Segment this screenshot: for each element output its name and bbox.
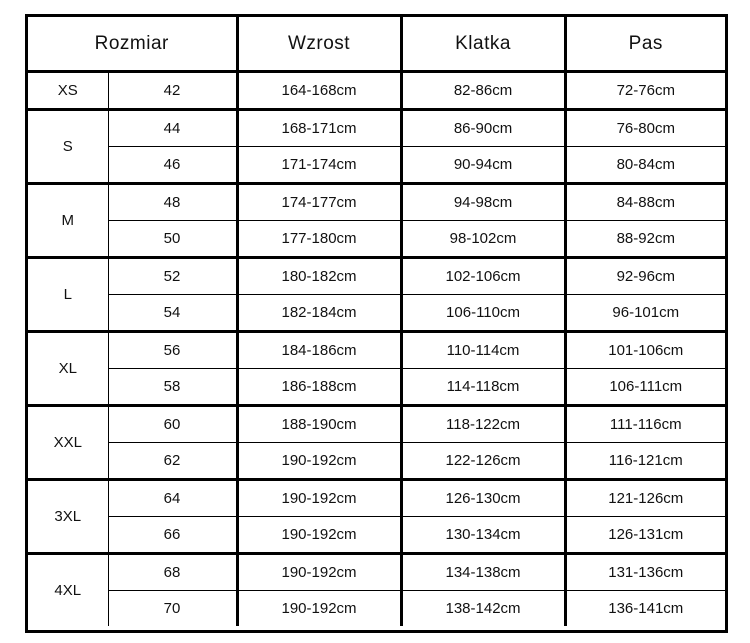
chest-cell: 110-114cm (401, 332, 565, 369)
height-cell: 184-186cm (237, 332, 401, 369)
size-label: XL (28, 332, 108, 406)
table-row (28, 295, 725, 332)
waist-cell: 136-141cm (565, 591, 725, 627)
size-number: 54 (108, 295, 237, 332)
waist-cell: 116-121cm (565, 443, 725, 480)
size-number: 56 (108, 332, 237, 369)
header-chest: Klatka (401, 17, 565, 72)
size-label: M (28, 184, 108, 258)
waist-cell: 88-92cm (565, 221, 725, 258)
waist-cell: 80-84cm (565, 147, 725, 184)
table-row (28, 369, 725, 406)
waist-cell: 96-101cm (565, 295, 725, 332)
waist-cell: 84-88cm (565, 184, 725, 221)
size-number: 64 (108, 480, 237, 517)
size-label: XS (28, 72, 108, 110)
chest-cell: 130-134cm (401, 517, 565, 554)
table-body (28, 72, 725, 627)
chest-cell: 134-138cm (401, 554, 565, 591)
size-number: 58 (108, 369, 237, 406)
size-number: 62 (108, 443, 237, 480)
height-cell: 168-171cm (237, 110, 401, 147)
chest-cell: 106-110cm (401, 295, 565, 332)
height-cell: 186-188cm (237, 369, 401, 406)
height-cell: 182-184cm (237, 295, 401, 332)
header-row (28, 17, 725, 72)
size-number: 48 (108, 184, 237, 221)
waist-cell: 76-80cm (565, 110, 725, 147)
size-number: 68 (108, 554, 237, 591)
chest-cell: 82-86cm (401, 72, 565, 110)
header-height: Wzrost (237, 17, 401, 72)
chest-cell: 90-94cm (401, 147, 565, 184)
table-row (28, 147, 725, 184)
size-number: 70 (108, 591, 237, 627)
table-row (28, 480, 725, 517)
height-cell: 188-190cm (237, 406, 401, 443)
header-waist: Pas (565, 17, 725, 72)
height-cell: 174-177cm (237, 184, 401, 221)
table-row (28, 221, 725, 258)
waist-cell: 106-111cm (565, 369, 725, 406)
size-label: L (28, 258, 108, 332)
chest-cell: 126-130cm (401, 480, 565, 517)
chest-cell: 122-126cm (401, 443, 565, 480)
height-cell: 190-192cm (237, 554, 401, 591)
size-label: S (28, 110, 108, 184)
size-label: 4XL (28, 554, 108, 627)
waist-cell: 72-76cm (565, 72, 725, 110)
height-cell: 190-192cm (237, 443, 401, 480)
chest-cell: 86-90cm (401, 110, 565, 147)
size-number: 44 (108, 110, 237, 147)
size-number: 60 (108, 406, 237, 443)
height-cell: 164-168cm (237, 72, 401, 110)
table-row (28, 110, 725, 147)
table-row (28, 332, 725, 369)
size-number: 46 (108, 147, 237, 184)
height-cell: 177-180cm (237, 221, 401, 258)
table-row (28, 184, 725, 221)
table-row (28, 72, 725, 110)
waist-cell: 101-106cm (565, 332, 725, 369)
size-chart (25, 14, 728, 633)
chest-cell: 114-118cm (401, 369, 565, 406)
height-cell: 190-192cm (237, 480, 401, 517)
waist-cell: 131-136cm (565, 554, 725, 591)
waist-cell: 111-116cm (565, 406, 725, 443)
size-number: 50 (108, 221, 237, 258)
table-row (28, 591, 725, 627)
table-row (28, 258, 725, 295)
height-cell: 190-192cm (237, 591, 401, 627)
height-cell: 190-192cm (237, 517, 401, 554)
table-row (28, 443, 725, 480)
size-label: 3XL (28, 480, 108, 554)
chest-cell: 138-142cm (401, 591, 565, 627)
table-row (28, 406, 725, 443)
header-size: Rozmiar (28, 17, 237, 72)
height-cell: 171-174cm (237, 147, 401, 184)
waist-cell: 126-131cm (565, 517, 725, 554)
size-number: 66 (108, 517, 237, 554)
chest-cell: 98-102cm (401, 221, 565, 258)
size-number: 52 (108, 258, 237, 295)
table-row (28, 554, 725, 591)
chest-cell: 94-98cm (401, 184, 565, 221)
size-table (28, 17, 725, 626)
size-label: XXL (28, 406, 108, 480)
chest-cell: 118-122cm (401, 406, 565, 443)
waist-cell: 92-96cm (565, 258, 725, 295)
size-number: 42 (108, 72, 237, 110)
chest-cell: 102-106cm (401, 258, 565, 295)
waist-cell: 121-126cm (565, 480, 725, 517)
height-cell: 180-182cm (237, 258, 401, 295)
table-row (28, 517, 725, 554)
